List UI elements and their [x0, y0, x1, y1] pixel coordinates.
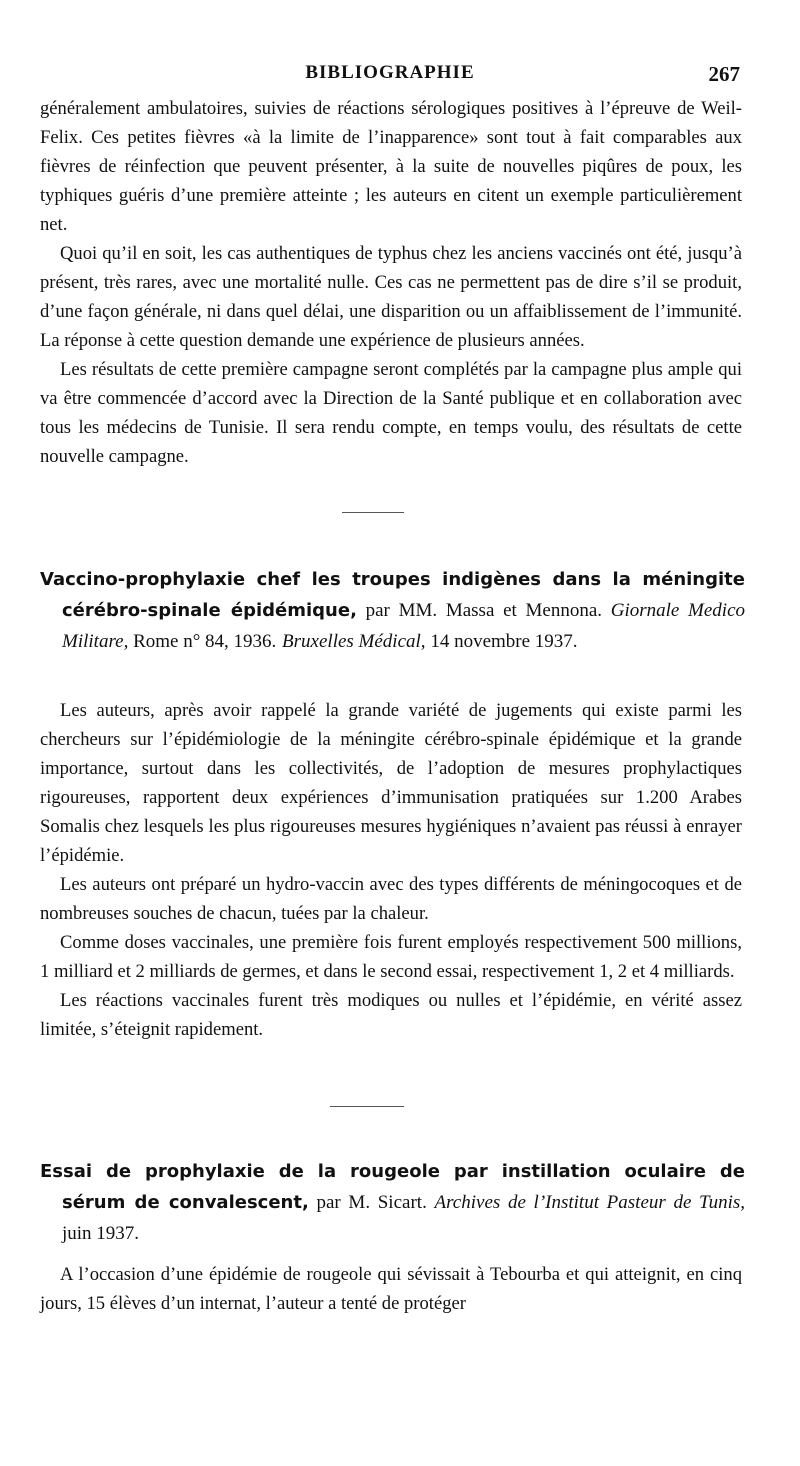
paragraph: Comme doses vaccinales, une première fois furent employés respectivement 500 millions, 1 milliard et 2 milliards de germes, et dans le second essai, respectivement 1, 2 et 4 milliards. [40, 932, 742, 982]
section-divider [342, 512, 404, 513]
article-body [40, 696, 742, 1044]
paragraph: Les résultats de cette première campagne seront complétés par la campagne plus ample qui va être commencée d’accord avec la Direction de la Santé publique et en collaboration avec tous les médecins de Tunisie. Il sera rendu compte, en temps voulu, des résultats de cette nouvelle campagne. [40, 359, 742, 467]
continued-text-block [40, 94, 742, 471]
source-date: 14 novembre 1937. [425, 631, 578, 652]
article-citation [40, 1156, 745, 1249]
paragraph: Les auteurs ont préparé un hydro-vaccin avec des types différents de méningocoques et de nombreuses souches de chacun, tuées par la chaleur. [40, 874, 742, 924]
journal-name: Archives de l’Institut Pasteur de Tunis, [434, 1192, 746, 1213]
article-authors: par MM. Massa et Mennona. [356, 600, 611, 621]
paragraph: Les réactions vaccinales furent très modiques ou nulles et l’épidémie, en vérité assez limitée, s’éteignit rapidement. [40, 990, 742, 1040]
page-number: 267 [708, 62, 740, 86]
paragraph: A l’occasion d’une épidémie de rougeole qui sévissait à Tebourba et qui atteignit, en cinq jours, 15 élèves d’un internat, l’auteur a tenté de protéger [40, 1264, 742, 1314]
article-authors: par M. Sicart. [308, 1192, 435, 1213]
article-title: Essai de prophylaxie de la rougeole par instillation oculaire de sérum de convalescent, [40, 1161, 745, 1213]
journal-detail: Rome n° 84, 1936. [128, 631, 277, 652]
source-name: Bruxelles Médical, [282, 631, 426, 652]
article-title-block [40, 564, 745, 657]
page-header [40, 62, 740, 92]
section-divider [330, 1106, 404, 1107]
paragraph: Les auteurs, après avoir rappelé la grande variété de jugements qui existe parmi les chercheurs sur l’épidémiologie de la méningite cérébro-spinale épidémique et la grande importance, surtout dans les collectivités, de l’adoption de mesures prophylactiques rigoureuses, rapportent deux expériences d’immunisation pratiquées sur 1.200 Arabes Somalis chez lesquels les plus rigoureuses mesures hygiéniques n’avaient pas réussi à enrayer l’épidémie. [40, 700, 742, 866]
article-body [40, 1260, 742, 1318]
article-title: Vaccino-prophylaxie chef les troupes indigènes dans la méningite cérébro-spinale épidémique, [40, 569, 745, 621]
paragraph: généralement ambulatoires, suivies de réactions sérologiques positives à l’épreuve de Weil-Felix. Ces petites fièvres «à la limite de l’inapparence» sont tout à fait comparables aux fièvres de réinfection que peuvent présenter, à la suite de nouvelles piqûres de poux, les typhiques guéris d’une première atteinte ; les auteurs en citent un exemple particulièrement net. [40, 98, 742, 235]
journal-date: juin 1937. [62, 1223, 140, 1244]
article-title-block [40, 1156, 745, 1249]
journal-name: Giornale Medico Militare, [62, 600, 745, 652]
article-citation [40, 564, 745, 657]
running-head: BIBLIOGRAPHIE [305, 62, 475, 83]
paragraph: Quoi qu’il en soit, les cas authentiques de typhus chez les anciens vaccinés ont été, jusqu’à présent, très rares, avec une mortalité nulle. Ces cas ne permettent pas de dire s’il se produit, d’une façon générale, ni dans quel délai, une disparition ou un affaiblissement de l’immunité. La réponse à cette question demande une expérience de plusieurs années. [40, 243, 742, 351]
